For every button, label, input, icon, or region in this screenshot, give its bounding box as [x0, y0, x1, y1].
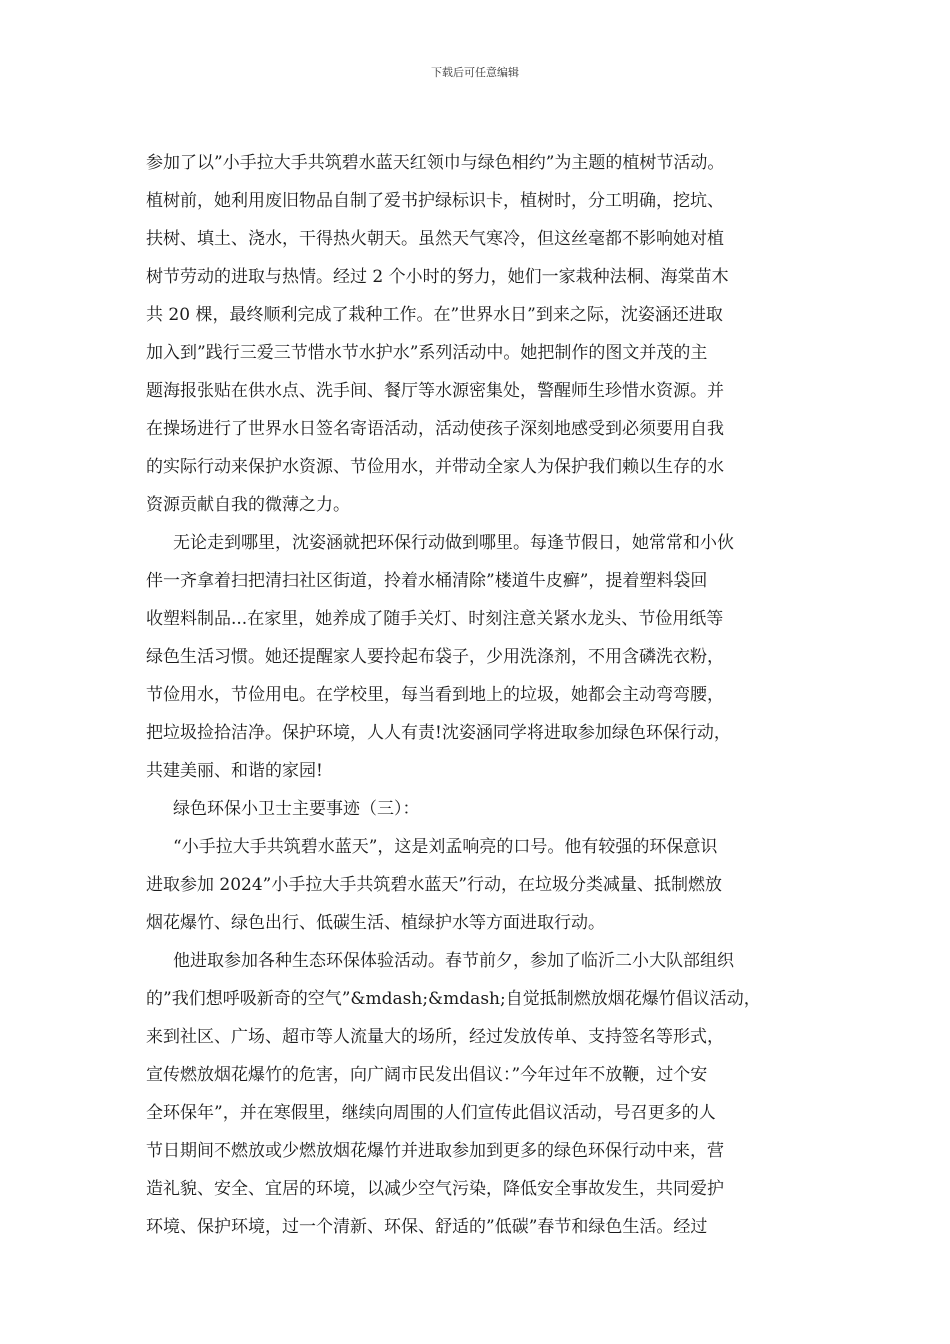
- text-line: 共 20 棵，最终顺利完成了栽种工作。在”世界水日”到来之际，沈姿涵还进取: [146, 305, 723, 325]
- text-line: 共建美丽、和谐的家园!: [146, 761, 323, 781]
- text-line: 题海报张贴在供水点、洗手间、餐厅等水源密集处，警醒师生珍惜水资源。并: [146, 381, 724, 401]
- page-header: 下载后可任意编辑: [431, 66, 519, 79]
- text-line: 的实际行动来保护水资源、节俭用水，并带动全家人为保护我们赖以生存的水: [146, 457, 724, 477]
- text-line: “小手拉大手共筑碧水蓝天”，这是刘孟响亮的口号。他有较强的环保意识: [173, 837, 718, 857]
- text-line: 无论走到哪里，沈姿涵就把环保行动做到哪里。每逢节假日，她常常和小伙: [173, 533, 734, 553]
- document-body: [146, 144, 826, 1246]
- text-line: 宣传燃放烟花爆竹的危害，向广阔市民发出倡议：”今年过年不放鞭，过个安: [146, 1065, 708, 1085]
- text-line: 收塑料制品...在家里，她养成了随手关灯、时刻注意关紧水龙头、节俭用纸等: [146, 609, 724, 629]
- text-line: 的”我们想呼吸新奇的空气”&mdash;&mdash;自觉抵制燃放烟花爆竹倡议活动，: [146, 989, 761, 1009]
- text-line: 全环保年”，并在寒假里，继续向周围的人们宣传此倡议活动，号召更多的人: [146, 1103, 716, 1123]
- text-line: 烟花爆竹、绿色出行、低碳生活、植绿护水等方面进取行动。: [146, 913, 605, 933]
- text-line: 参加了以”小手拉大手共筑碧水蓝天红领巾与绿色相约”为主题的植树节活动。: [146, 153, 725, 173]
- text-line: 伴一齐拿着扫把清扫社区街道，拎着水桶清除”楼道牛皮癣”，提着塑料袋回: [146, 571, 708, 591]
- text-line: 进取参加 2024”小手拉大手共筑碧水蓝天”行动，在垃圾分类减量、抵制燃放: [146, 875, 723, 895]
- text-line: 节俭用水，节俭用电。在学校里，每当看到地上的垃圾，她都会主动弯弯腰，: [146, 685, 724, 705]
- text-line: 绿色环保小卫士主要事迹（三）：: [173, 799, 420, 819]
- text-line: 植树前，她利用废旧物品自制了爱书护绿标识卡，植树时，分工明确，挖坑、: [146, 191, 724, 211]
- text-line: 在操场进行了世界水日签名寄语活动，活动使孩子深刻地感受到必须要用自我: [146, 419, 724, 439]
- text-line: 加入到”践行三爱三节惜水节水护水”系列活动中。她把制作的图文并茂的主: [146, 343, 708, 363]
- text-line: 他进取参加各种生态环保体验活动。春节前夕，参加了临沂二小大队部组织: [173, 951, 734, 971]
- text-line: 资源贡献自我的微薄之力。: [146, 495, 350, 515]
- text-line: 节日期间不燃放或少燃放烟花爆竹并进取参加到更多的绿色环保行动中来，营: [146, 1141, 724, 1161]
- text-line: 扶树、填土、浇水，干得热火朝天。虽然天气寒冷，但这丝毫都不影响她对植: [146, 229, 724, 249]
- text-line: 来到社区、广场、超市等人流量大的场所，经过发放传单、支持签名等形式，: [146, 1027, 724, 1047]
- text-line: 环境、保护环境，过一个清新、环保、舒适的”低碳”春节和绿色生活。经过: [146, 1217, 708, 1237]
- text-line: 把垃圾捡拾洁净。保护环境，人人有责!沈姿涵同学将进取参加绿色环保行动，: [146, 723, 731, 743]
- text-line: 造礼貌、安全、宜居的环境，以减少空气污染，降低安全事故发生，共同爱护: [146, 1179, 724, 1199]
- text-line: 绿色生活习惯。她还提醒家人要拎起布袋子，少用洗涤剂，不用含磷洗衣粉，: [146, 647, 724, 667]
- text-line: 树节劳动的进取与热情。经过 2 个小时的努力，她们一家栽种法桐、海棠苗木: [146, 267, 729, 287]
